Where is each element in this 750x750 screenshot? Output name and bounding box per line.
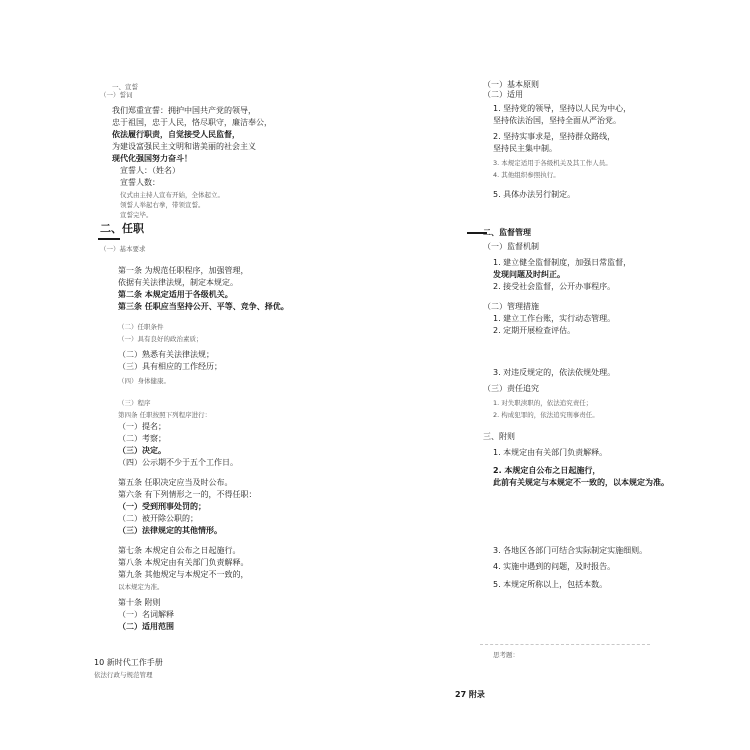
text-line: 宣誓完毕。 bbox=[120, 211, 153, 219]
text-line: 坚持依法治国，坚持全面从严治党。 bbox=[493, 116, 621, 125]
text-line: （一）具有良好的政治素质； bbox=[118, 335, 203, 343]
right-page bbox=[375, 0, 750, 750]
text-line: （三）法律规定的其他情形。 bbox=[118, 526, 222, 535]
text-line: （三）责任追究 bbox=[483, 384, 539, 393]
text-line: 宣誓人数： bbox=[120, 178, 160, 187]
right-header-b: （二）适用 bbox=[483, 90, 523, 99]
text-line: （四）公示期不少于五个工作日。 bbox=[118, 458, 238, 467]
text-line: 第三条 任职应当坚持公开、平等、竞争、择优。 bbox=[118, 302, 289, 311]
text-line: （二）熟悉有关法律法规； bbox=[118, 350, 214, 359]
text-line: 依法履行职责，自觉接受人民监督， bbox=[112, 130, 240, 139]
footnote-rule bbox=[480, 644, 650, 645]
text-line: 为建设富强民主文明和谐美丽的社会主义 bbox=[112, 142, 256, 151]
page-footer: 10 新时代工作手册 bbox=[94, 658, 163, 667]
page-footer-sub: 依法行政与规范管理 bbox=[94, 671, 153, 679]
page-footer: 27 附录 bbox=[455, 690, 485, 699]
text-line: （三）程序 bbox=[118, 399, 151, 407]
section-title: 二、任职 bbox=[100, 222, 144, 235]
left-header-b: （一）誓词 bbox=[100, 91, 133, 99]
text-line: 第二条 本规定适用于各级机关。 bbox=[118, 290, 233, 299]
text-line: 2. 定期开展检查评估。 bbox=[493, 326, 576, 335]
text-line: 我们郑重宣誓：拥护中国共产党的领导， bbox=[112, 106, 256, 115]
text-line: 依据有关法律法规，制定本规定。 bbox=[118, 278, 238, 287]
text-line: （二）适用范围 bbox=[118, 622, 174, 631]
section-subtitle: （一）基本要求 bbox=[100, 245, 146, 253]
text-line: （二）任职条件 bbox=[118, 323, 164, 331]
text-line: 1. 本规定由有关部门负责解释。 bbox=[493, 448, 608, 457]
text-line: （一）提名； bbox=[118, 422, 166, 431]
text-line: 1. 建立工作台账，实行动态管理。 bbox=[493, 314, 616, 323]
text-line: 仪式由主持人宣布开始，全体起立。 bbox=[120, 191, 224, 199]
text-line: （四）身体健康。 bbox=[118, 377, 170, 385]
text-line: 3. 本规定适用于各级机关及其工作人员。 bbox=[493, 159, 612, 167]
text-line: 4. 其他组织参照执行。 bbox=[493, 171, 560, 179]
text-line: 三、附则 bbox=[483, 432, 515, 441]
text-line: （三）具有相应的工作经历； bbox=[118, 362, 222, 371]
text-line: 第九条 其他规定与本规定不一致的， bbox=[118, 570, 249, 579]
text-line: 第五条 任职决定应当及时公布。 bbox=[118, 478, 233, 487]
text-line: 4. 实施中遇到的问题，及时报告。 bbox=[493, 562, 616, 571]
text-line: 二、监督管理 bbox=[483, 228, 531, 237]
text-line: （一）受到刑事处罚的； bbox=[118, 502, 206, 511]
text-line: 2. 坚持实事求是，坚持群众路线， bbox=[493, 132, 616, 141]
text-line: （二）被开除公职的； bbox=[118, 514, 198, 523]
text-line: 领誓人举起右拳，带领宣誓。 bbox=[120, 201, 205, 209]
text-line: 以本规定为准。 bbox=[118, 583, 164, 591]
text-line: 1. 建立健全监督制度，加强日常监督， bbox=[493, 258, 632, 267]
text-line: （二）管理措施 bbox=[483, 302, 539, 311]
right-header-a: （一）基本原则 bbox=[483, 80, 539, 89]
text-line: 忠于祖国，忠于人民，恪尽职守，廉洁奉公， bbox=[112, 118, 272, 127]
text-line: 5. 本规定所称以上，包括本数。 bbox=[493, 580, 608, 589]
footnote: 思考题： bbox=[493, 651, 519, 659]
text-line: 3. 对违反规定的，依法依规处理。 bbox=[493, 368, 616, 377]
text-line: 发现问题及时纠正。 bbox=[493, 270, 565, 279]
text-line: 3. 各地区各部门可结合实际制定实施细则。 bbox=[493, 546, 648, 555]
text-line: （一）名词解释 bbox=[118, 610, 174, 619]
text-line: 坚持民主集中制。 bbox=[493, 144, 557, 153]
text-line: 1. 坚持党的领导，坚持以人民为中心， bbox=[493, 104, 632, 113]
text-line: 2. 接受社会监督，公开办事程序。 bbox=[493, 282, 616, 291]
text-line: 第四条 任职按照下列程序进行： bbox=[118, 411, 212, 419]
text-line: 2. 本规定自公布之日起施行， bbox=[493, 466, 601, 475]
text-line: 第七条 本规定自公布之日起施行。 bbox=[118, 546, 241, 555]
text-line: 第八条 本规定由有关部门负责解释。 bbox=[118, 558, 249, 567]
text-line: 此前有关规定与本规定不一致的，以本规定为准。 bbox=[493, 478, 669, 487]
text-line: 第一条 为规范任职程序，加强管理， bbox=[118, 266, 249, 275]
text-line: 2. 构成犯罪的，依法追究刑事责任。 bbox=[493, 411, 599, 419]
text-line: 5. 具体办法另行制定。 bbox=[493, 190, 576, 199]
left-header-a: 一、宣誓 bbox=[112, 83, 138, 91]
text-line: （二）考察； bbox=[118, 434, 166, 443]
text-line: （一）监督机制 bbox=[483, 242, 539, 251]
text-line: 宣誓人：（姓名） bbox=[120, 166, 180, 175]
title-underline bbox=[98, 238, 120, 240]
text-line: 现代化强国努力奋斗！ bbox=[112, 154, 192, 163]
text-line: 1. 对失职渎职的，依法追究责任； bbox=[493, 399, 593, 407]
text-line: 第六条 有下列情形之一的，不得任职： bbox=[118, 490, 257, 499]
text-line: （三）决定。 bbox=[118, 446, 166, 455]
text-line: 第十条 附则 bbox=[118, 598, 161, 607]
